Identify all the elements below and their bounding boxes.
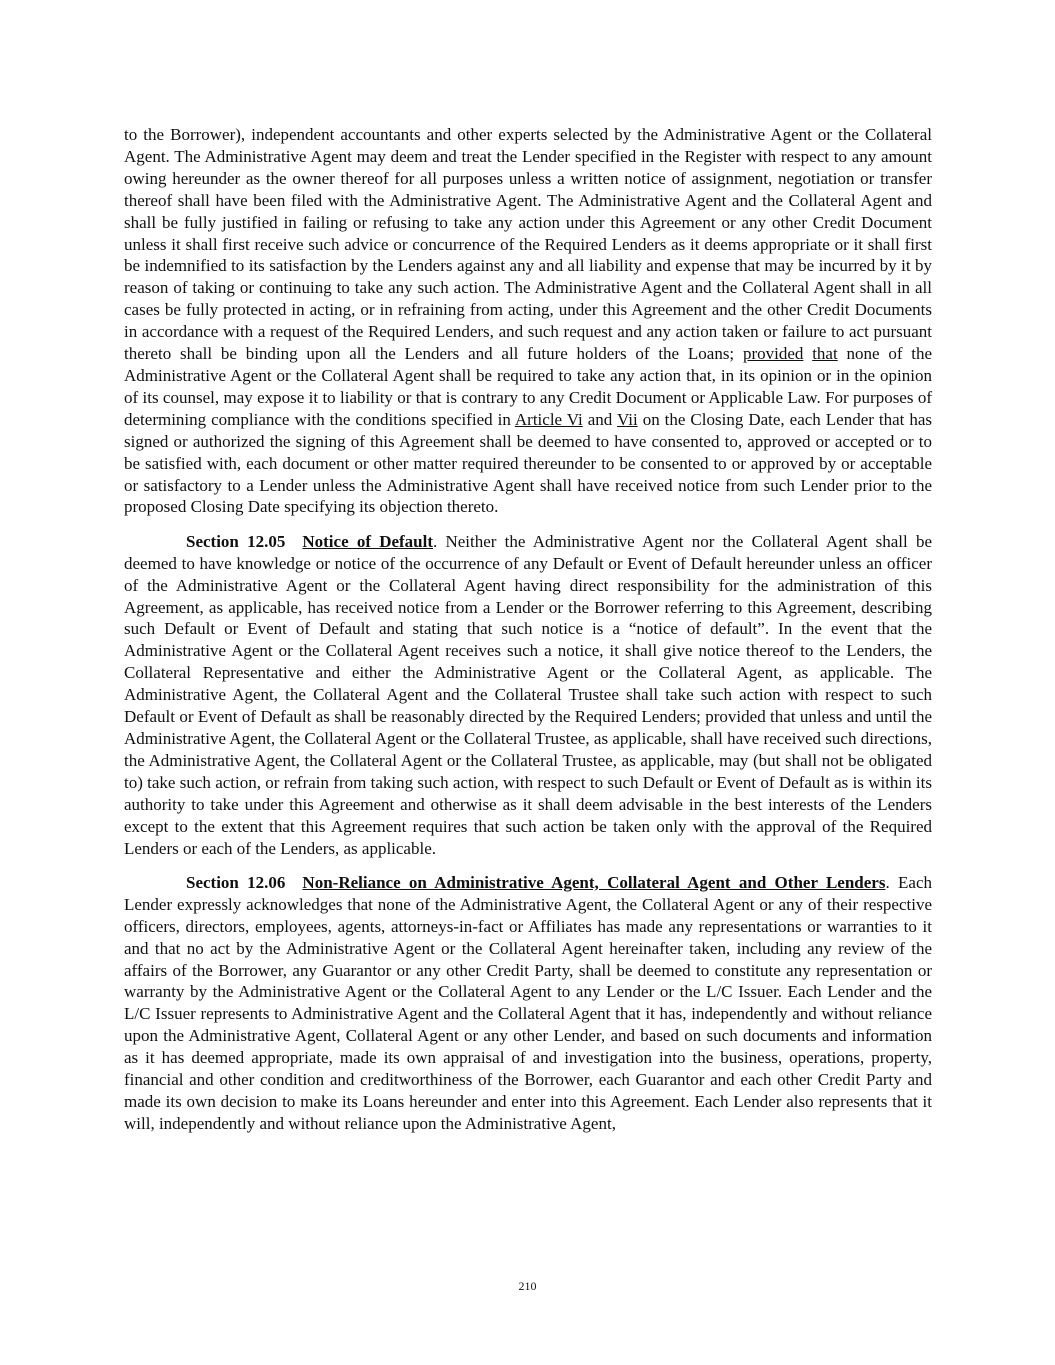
document-body — [124, 124, 932, 1135]
section-12-05 — [124, 531, 932, 860]
that-term: that — [812, 344, 838, 364]
article-reference: Article Vi — [514, 409, 583, 429]
section-body: . Each Lender expressly acknowledges that none of the Administrative Agent, the Collateral Agent or any of their respective officers, directors, employees, agents, attorneys-in-fact or Affiliates has made any representations or warranties to it and that no act by the Administrative Agent or the Collateral Agent hereinafter taken, including any review of the affairs of the Borrower, any Guarantor or any other Credit Party, shall be deemed to constitute any representation or warranty by the Administrative Agent or the Collateral Agent to any Lender or the L/C Issuer. Each Lender and the L/C Issuer represents to Administrative Agent and the Collateral Agent that it has, independently and without reliance upon the Administrative Agent, Collateral Agent or any other Lender, and based on such documents and information as it has deemed appropriate, made its own appraisal of and investigation into the business, operations, property, financial and other condition and creditworthiness of the Borrower, each Guarantor and each other Credit Party and made its own decision to make its Loans hereunder and enter into this Agreement. Each Lender also represents that it will, independently and without reliance upon the Administrative Agent, — [124, 872, 932, 1133]
paragraph-text: none of the Administrative Agent or the Collateral Agent shall be required to take any action that, in its opinion or in the opinion of its counsel, may expose it to liability or that is contrary to any Credit Document or Applicable Law. For purposes of determining compliance with the conditions specified in — [124, 344, 933, 429]
paragraph-text: on the Closing Date, each Lender that has signed or authorized the signing of this Agreement shall be deemed to have consented to, approved or accepted or to be satisfied with, each document or other matter required thereunder to be consented to or approved by or acceptable or satisfactory to a Lender unless the Administrative Agent shall have received notice from such Lender prior to the proposed Closing Date specifying its objection thereto. — [124, 409, 933, 517]
paragraph-text: to the Borrower), independent accountants and other experts selected by the Administrative Agent or the Collateral Agent. The Administrative Agent may deem and treat the Lender specified in the Register with respect to any amount owing hereunder as the owner thereof for all purposes unless a written notice of assignment, negotiation or transfer thereof shall have been filed with the Administrative Agent. The Administrative Agent and the Collateral Agent and shall be fully justified in failing or refusing to take any action under this Agreement or any other Credit Document unless it shall first receive such advice or concurrence of the Required Lenders as it deems appropriate or it shall first be indemnified to its satisfaction by the Lenders against any and all liability and expense that may be incurred by it by reason of taking or continuing to take any such action. The Administrative Agent and the Collateral Agent shall in all cases be fully protected in acting, or in refraining from acting, under this Agreement and the other Credit Documents in accordance with a request of the Required Lenders, and such request and any action taken or failure to act pursuant thereto shall be binding upon all the Lenders and all future holders of the Loans; — [124, 125, 932, 364]
page-number: 210 — [518, 1279, 537, 1293]
conjunction-text: and — [587, 409, 613, 429]
section-number: Section 12.05 — [186, 531, 286, 551]
section-body: . Neither the Administrative Agent nor the Collateral Agent shall be deemed to have knowledge or notice of the occurrence of any Default or Event of Default hereunder unless an officer of the Administrative Agent or the Collateral Agent having direct responsibility for the administration of this Agreement, as applicable, has received notice from a Lender or the Borrower referring to this Agreement, describing such Default or Event of Default and stating that such notice is a “notice of default”. In the event that the Administrative Agent or the Collateral Agent receives such a notice, it shall give notice thereof to the Lenders, the Collateral Representative and either the Administrative Agent or the Collateral Agent, as applicable. The Administrative Agent, the Collateral Agent and the Collateral Trustee shall take such action with respect to such Default or Event of Default as shall be reasonably directed by the Required Lenders; provided that unless and until the Administrative Agent, the Collateral Agent or the Collateral Trustee, as applicable, shall have received such directions, the Administrative Agent, the Collateral Agent or the Collateral Trustee, as applicable, may (but shall not be obligated to) take such action, or refrain from taking such action, with respect to such Default or Event of Default as is within its authority to take under this Agreement and otherwise as it shall deem advisable in the best interests of the Lenders except to the extent that this Agreement requires that such action be taken only with the approval of the Required Lenders or each of the Lenders, as applicable. — [124, 531, 932, 858]
article-reference: Vii — [616, 409, 638, 429]
paragraph-continuation — [124, 124, 932, 518]
section-number: Section 12.06 — [186, 872, 286, 892]
section-title: Notice of Default — [302, 531, 434, 551]
section-title: Non-Reliance on Administrative Agent, Collateral Agent and Other Lenders — [302, 872, 886, 892]
section-12-06 — [124, 872, 932, 1135]
provided-term: provided — [742, 344, 804, 364]
